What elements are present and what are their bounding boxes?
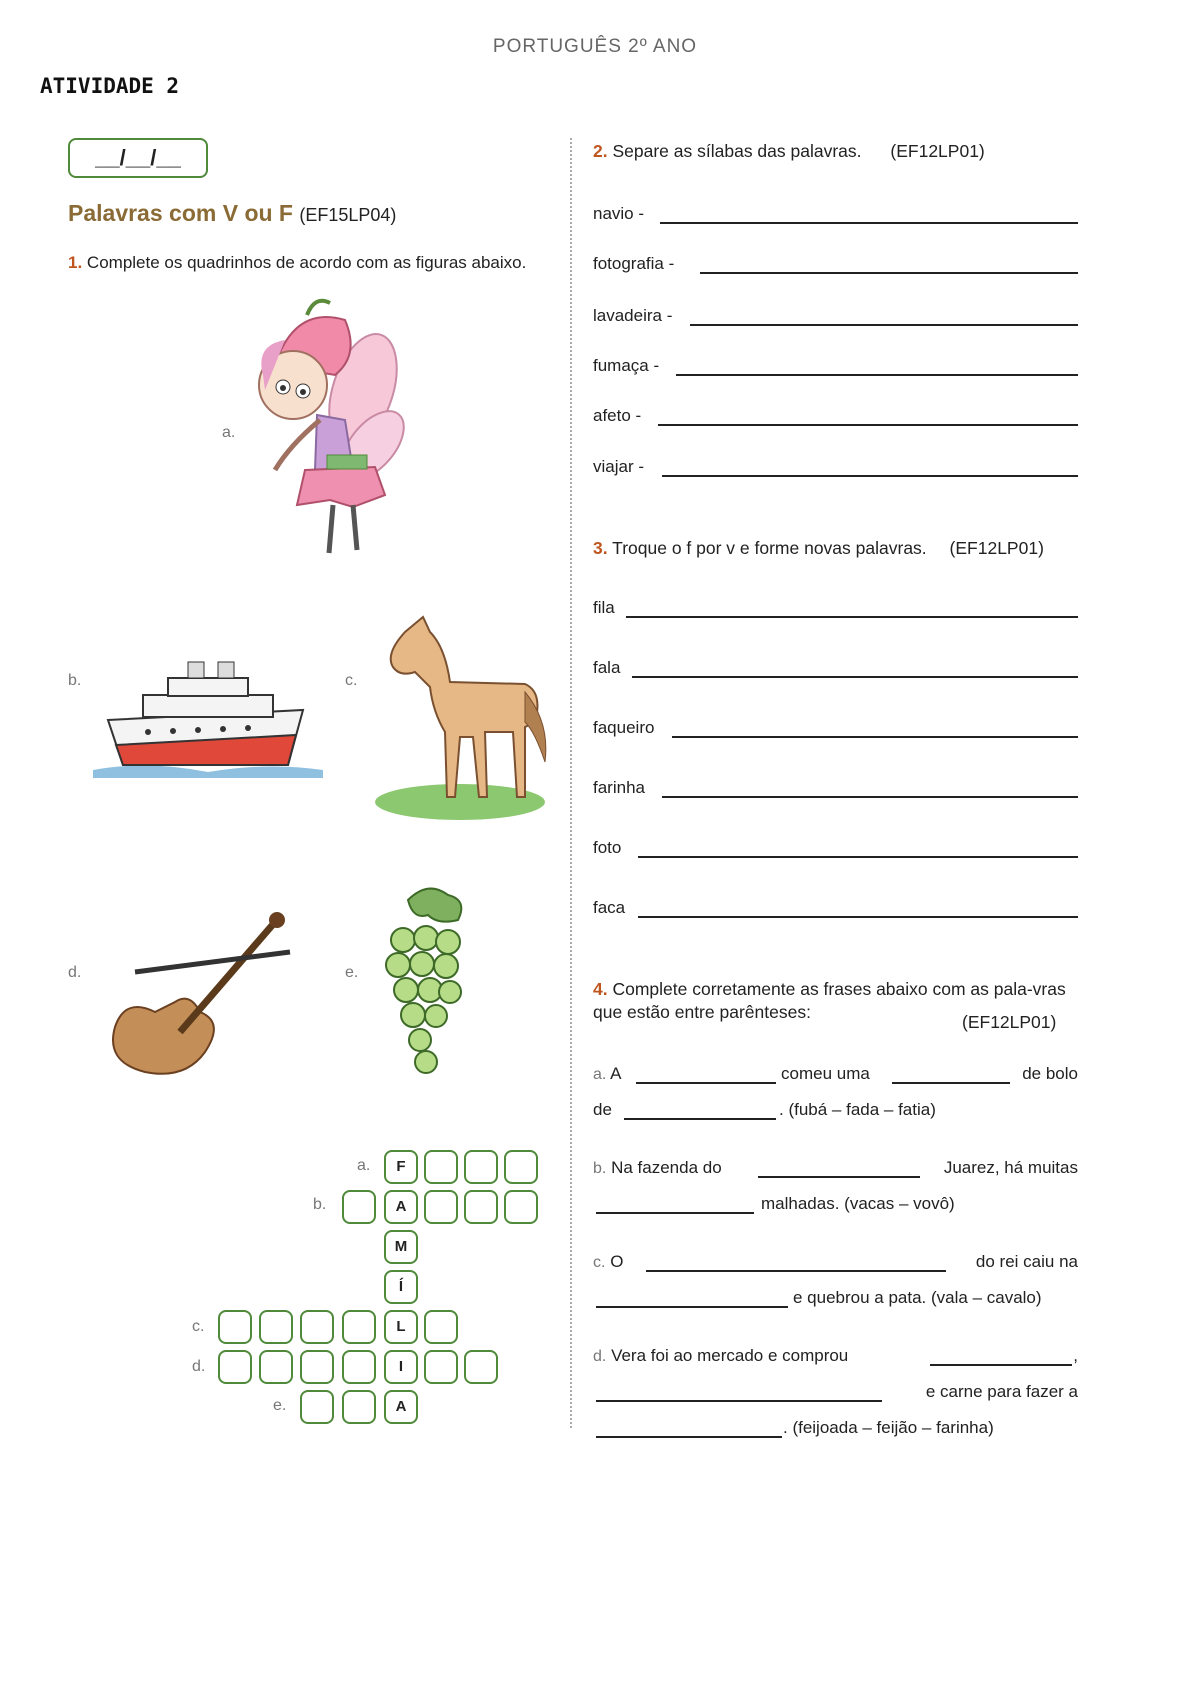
sentence-b-part1: Na fazenda do [611,1158,722,1177]
answer-line[interactable] [690,324,1078,326]
sentence-a-label: a. [593,1066,607,1083]
answer-line[interactable] [660,222,1078,224]
crossword-cell[interactable] [259,1310,293,1344]
swap-word: faca [593,898,626,917]
crossword-cell[interactable] [300,1310,334,1344]
sentence-a-line1 [593,1064,1078,1084]
sentence-a-part4: de [593,1100,612,1119]
sentence-c-label: c. [593,1254,606,1271]
sentence-d-part4: . (feijoada – feijão – farinha) [783,1418,994,1437]
answer-line[interactable] [758,1176,920,1178]
sentence-b-label: b. [593,1160,607,1177]
answer-line[interactable] [596,1212,754,1214]
sentence-b-part2: Juarez, há muitas [943,1158,1078,1177]
crossword-cell[interactable] [464,1150,498,1184]
question-1-number: 1. [68,253,83,272]
answer-line[interactable] [596,1436,782,1438]
sentence-d-part2: , [1073,1346,1078,1365]
crossword-cell[interactable] [424,1190,458,1224]
crossword-cell[interactable]: A [384,1190,418,1224]
crossword-cell[interactable] [342,1390,376,1424]
crossword-cell[interactable] [300,1350,334,1384]
sentence-d-line1 [593,1346,1078,1366]
crossword-cell[interactable] [504,1190,538,1224]
swap-word: fila [593,598,615,617]
syllable-word: viajar - [593,457,645,476]
crossword-cell[interactable]: I [384,1350,418,1384]
sentence-c-part2: do rei caiu na [975,1252,1078,1271]
crossword-label-e: e. [273,1397,287,1414]
activity-title: ATIVIDADE 2 [40,74,180,98]
sentence-a-part5: . (fubá – fada – fatia) [779,1100,936,1119]
sentence-b-part3: malhadas. (vacas – vovô) [761,1194,955,1213]
question-3-number: 3. [593,538,608,558]
question-3-text: Troque o f por v e forme novas palavras. [612,538,927,558]
sentence-d-part3: e carne para fazer a [925,1382,1078,1401]
sentence-a-part3: de bolo [1022,1064,1078,1083]
sentence-a-part1: A [610,1064,622,1083]
ship-illustration [88,640,328,780]
figure-label-a: a. [222,424,236,441]
answer-line[interactable] [636,1082,776,1084]
question-2-number: 2. [593,141,608,161]
question-3 [593,538,1044,559]
crossword-cell[interactable] [342,1350,376,1384]
sentence-a-line2 [593,1100,1078,1120]
sentence-c-line1 [593,1252,1078,1272]
crossword-cell[interactable] [218,1350,252,1384]
crossword-label-c: c. [192,1318,205,1335]
crossword-cell[interactable] [424,1350,458,1384]
syllable-word: lavadeira - [593,306,673,325]
crossword-cell[interactable] [464,1350,498,1384]
swap-word: farinha [593,778,645,797]
question-1-text: Complete os quadrinhos de acordo com as figuras abaixo. [86,253,527,272]
answer-line[interactable] [700,272,1078,274]
crossword-cell[interactable] [504,1150,538,1184]
answer-line[interactable] [658,424,1078,426]
answer-line[interactable] [930,1364,1072,1366]
crossword-label-b: b. [313,1196,327,1213]
figure-label-d: d. [68,964,82,981]
crossword-cell[interactable] [300,1390,334,1424]
crossword-cell[interactable] [342,1190,376,1224]
crossword-label-d: d. [192,1358,206,1375]
answer-line[interactable] [624,1118,776,1120]
crossword-cell[interactable] [424,1310,458,1344]
sentence-b-line1 [593,1158,1078,1178]
sentence-d-part1: Vera foi ao mercado e comprou [611,1346,849,1365]
column-divider [570,138,572,1428]
crossword-cell[interactable] [342,1310,376,1344]
answer-line[interactable] [632,676,1078,678]
sentence-d-label: d. [593,1348,607,1365]
section-code: (EF15LP04) [299,205,397,225]
sentence-c-part3: e quebrou a pata. (vala – cavalo) [793,1288,1042,1307]
crossword-cell[interactable]: M [384,1230,418,1264]
answer-line[interactable] [662,796,1078,798]
syllable-word: fotografia - [593,254,675,273]
date-box: __/__/__ [68,138,208,178]
answer-line[interactable] [596,1400,882,1402]
answer-line[interactable] [638,856,1078,858]
syllable-word: afeto - [593,406,642,425]
grapes-illustration [378,880,478,1080]
crossword-cell[interactable]: Í [384,1270,418,1304]
violin-illustration [95,902,295,1082]
crossword-label-a: a. [357,1157,371,1174]
question-2 [593,141,985,162]
swap-word: fala [593,658,621,677]
swap-word: foto [593,838,622,857]
swap-word: faqueiro [593,718,655,737]
question-2-code: (EF12LP01) [890,141,985,161]
answer-line[interactable] [626,616,1078,618]
crossword-cell[interactable] [259,1350,293,1384]
crossword-cell[interactable] [218,1310,252,1344]
section-title [68,200,396,227]
horse-illustration [375,612,550,822]
question-4-number: 4. [593,979,608,999]
answer-line[interactable] [892,1082,1010,1084]
answer-line[interactable] [662,475,1078,477]
answer-line[interactable] [672,736,1078,738]
syllable-word: navio - [593,204,645,223]
question-3-code: (EF12LP01) [949,538,1044,558]
answer-line[interactable] [596,1306,788,1308]
question-1 [68,252,553,273]
answer-line[interactable] [646,1270,946,1272]
section-title-text: Palavras com V ou F [68,200,293,226]
question-4-code: (EF12LP01) [962,1012,1057,1032]
crossword-cell[interactable] [464,1190,498,1224]
crossword-cell[interactable] [424,1150,458,1184]
figure-label-b: b. [68,672,82,689]
crossword-cell[interactable]: F [384,1150,418,1184]
page-header: PORTUGUÊS 2º ANO [492,36,698,57]
figure-label-c: c. [345,672,358,689]
crossword-cell[interactable]: L [384,1310,418,1344]
answer-line[interactable] [676,374,1078,376]
figure-label-e: e. [345,964,359,981]
question-2-text: Separe as sílabas das palavras. [612,141,862,161]
answer-line[interactable] [638,916,1078,918]
sentence-c-part1: O [610,1252,624,1271]
fairy-illustration [235,295,415,605]
syllable-word: fumaça - [593,356,660,375]
question-4-text: Complete corretamente as frases abaixo com as pala-vras que estão entre parênteses: [593,979,1066,1022]
sentence-a-part2: comeu uma [781,1064,870,1083]
crossword-cell[interactable]: A [384,1390,418,1424]
